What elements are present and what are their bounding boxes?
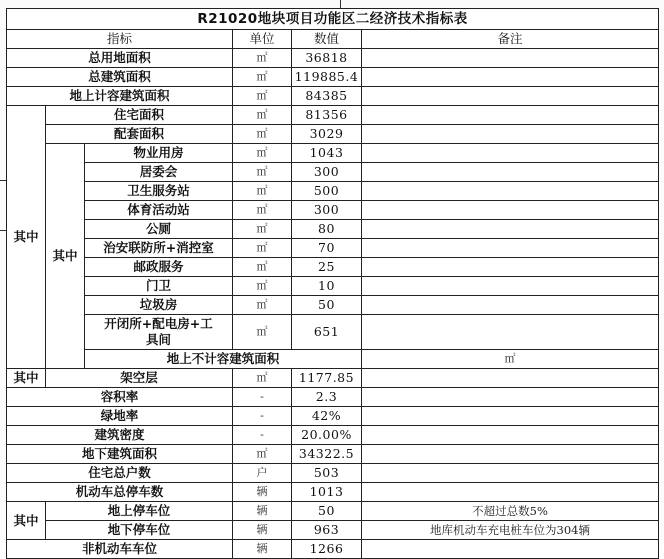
row-value: 50: [292, 296, 362, 315]
table-row: [7, 277, 659, 296]
row-unit: ㎡: [233, 296, 292, 315]
table-row: [7, 350, 659, 369]
row-remark: [362, 296, 659, 315]
row-remark: [362, 87, 659, 106]
row-value: 500: [292, 182, 362, 201]
row-remark: 地库机动车充电桩车位为304辆: [362, 521, 659, 540]
row-remark: [362, 125, 659, 144]
row-label: 体育活动站: [85, 201, 233, 220]
row-label-line1: 开闭所+配电房+工: [104, 316, 213, 331]
row-unit: -: [233, 388, 292, 407]
row-remark: [362, 388, 659, 407]
row-unit: ㎡: [233, 163, 292, 182]
row-value: 1013: [292, 483, 362, 502]
row-unit: ㎡: [233, 68, 292, 87]
table-title: R21020地块项目功能区二经济技术指标表: [7, 9, 659, 30]
row-value: 42%: [292, 407, 362, 426]
row-unit: 户: [233, 464, 292, 483]
row-unit: ㎡: [233, 106, 292, 125]
row-label: 物业用房: [85, 144, 233, 163]
row-unit: ㎡: [233, 315, 292, 350]
row-remark: [362, 483, 659, 502]
row-label: 地上不计容建筑面积: [85, 350, 362, 369]
row-label: 门卫: [85, 277, 233, 296]
economic-indicator-table: [6, 8, 659, 559]
table-row: [7, 540, 659, 559]
row-label: 治安联防所+消控室: [85, 239, 233, 258]
row-label: 配套面积: [46, 125, 233, 144]
row-remark: [362, 49, 659, 68]
row-value: 3029: [292, 125, 362, 144]
table-row: [7, 182, 659, 201]
row-remark: [362, 258, 659, 277]
row-label: 架空层: [46, 369, 233, 388]
row-value: 503: [292, 464, 362, 483]
table-row: [7, 521, 659, 540]
row-unit: ㎡: [233, 220, 292, 239]
row-value: 1266: [292, 540, 362, 559]
table-row: [7, 464, 659, 483]
header-row: [7, 30, 659, 49]
row-remark: [362, 445, 659, 464]
row-value: 70: [292, 239, 362, 258]
table-row: [7, 144, 659, 163]
row-unit: ㎡: [233, 49, 292, 68]
row-label: 总建筑面积: [7, 68, 233, 87]
row-unit: ㎡: [233, 369, 292, 388]
row-value: 651: [292, 315, 362, 350]
row-remark: [362, 144, 659, 163]
row-label-line2: 具间: [145, 332, 171, 347]
table-row: [7, 426, 659, 445]
row-label: 总用地面积: [7, 49, 233, 68]
table-row: [7, 220, 659, 239]
row-unit: -: [233, 407, 292, 426]
table-row: [7, 201, 659, 220]
row-unit: -: [233, 426, 292, 445]
row-unit: ㎡: [233, 258, 292, 277]
row-remark: [362, 106, 659, 125]
row-label: 地上停车位: [46, 502, 233, 521]
header-unit: 单位: [233, 30, 292, 49]
table-row: [7, 369, 659, 388]
table-row: [7, 163, 659, 182]
header-indicator: 指标: [7, 30, 233, 49]
row-unit: 辆: [233, 483, 292, 502]
row-label: 机动车总停车数: [7, 483, 233, 502]
row-value: 1177.85: [292, 369, 362, 388]
row-value: 119885.4: [292, 68, 362, 87]
row-remark: [362, 407, 659, 426]
row-value: 20.00%: [292, 426, 362, 445]
row-unit: ㎡: [233, 201, 292, 220]
header-remark: 备注: [362, 30, 659, 49]
table-row: [7, 258, 659, 277]
row-remark: [362, 220, 659, 239]
table-row: [7, 106, 659, 125]
table-row: [7, 407, 659, 426]
row-value: 34322.5: [292, 445, 362, 464]
row-label: 地下建筑面积: [7, 445, 233, 464]
group-label-qizhong: 其中: [7, 502, 46, 540]
row-unit: 辆: [233, 502, 292, 521]
row-label: 垃圾房: [85, 296, 233, 315]
table-row: [7, 49, 659, 68]
row-value: 80: [292, 220, 362, 239]
table-row: [7, 483, 659, 502]
header-value: 数值: [292, 30, 362, 49]
row-label: 公厕: [85, 220, 233, 239]
row-remark: [362, 369, 659, 388]
group-label-qizhong: 其中: [7, 106, 46, 369]
row-unit: ㎡: [233, 125, 292, 144]
row-remark: [362, 315, 659, 350]
row-remark: [362, 239, 659, 258]
row-label: 地上计容建筑面积: [7, 87, 233, 106]
table-row: [7, 445, 659, 464]
row-unit: ㎡: [233, 144, 292, 163]
row-label: 地下停车位: [46, 521, 233, 540]
row-label: 非机动车车位: [7, 540, 233, 559]
row-label: 建筑密度: [7, 426, 233, 445]
row-label-multiline: [85, 315, 233, 350]
row-value: 963: [292, 521, 362, 540]
subgroup-label-qizhong: 其中: [46, 144, 85, 369]
row-label: 容积率: [7, 388, 233, 407]
row-remark: [362, 277, 659, 296]
row-label: 邮政服务: [85, 258, 233, 277]
group-label-qizhong: 其中: [7, 369, 46, 388]
row-value: 84385: [292, 87, 362, 106]
row-unit: ㎡: [233, 182, 292, 201]
row-unit: 辆: [233, 540, 292, 559]
row-value: 50: [292, 502, 362, 521]
row-remark: [362, 182, 659, 201]
table-row: [7, 87, 659, 106]
row-label: 住宅面积: [46, 106, 233, 125]
row-remark: [362, 540, 659, 559]
row-value: 25: [292, 258, 362, 277]
row-value: 2.3: [292, 388, 362, 407]
table-row: [7, 315, 659, 350]
row-unit: ㎡: [233, 239, 292, 258]
table-row: [7, 125, 659, 144]
row-unit: ㎡: [233, 445, 292, 464]
table-row: [7, 388, 659, 407]
row-label: 住宅总户数: [7, 464, 233, 483]
row-remark: [362, 426, 659, 445]
row-label: 居委会: [85, 163, 233, 182]
table-row: [7, 68, 659, 87]
row-value: 300: [292, 201, 362, 220]
table-row: [7, 502, 659, 521]
row-value: 300: [292, 163, 362, 182]
table-row: [7, 239, 659, 258]
row-label: 卫生服务站: [85, 182, 233, 201]
row-value: 10: [292, 277, 362, 296]
row-value: 81356: [292, 106, 362, 125]
row-remark: [362, 464, 659, 483]
background-drawing-line: [340, 0, 341, 8]
row-unit: 辆: [233, 521, 292, 540]
table-row: [7, 296, 659, 315]
row-remark: [362, 201, 659, 220]
row-unit: ㎡: [362, 350, 659, 369]
row-remark: 不超过总数5%: [362, 502, 659, 521]
row-unit: ㎡: [233, 87, 292, 106]
row-value: 1043: [292, 144, 362, 163]
row-value: 36818: [292, 49, 362, 68]
row-label: 绿地率: [7, 407, 233, 426]
row-remark: [362, 68, 659, 87]
row-unit: ㎡: [233, 277, 292, 296]
row-remark: [362, 163, 659, 182]
title-row: [7, 9, 659, 30]
